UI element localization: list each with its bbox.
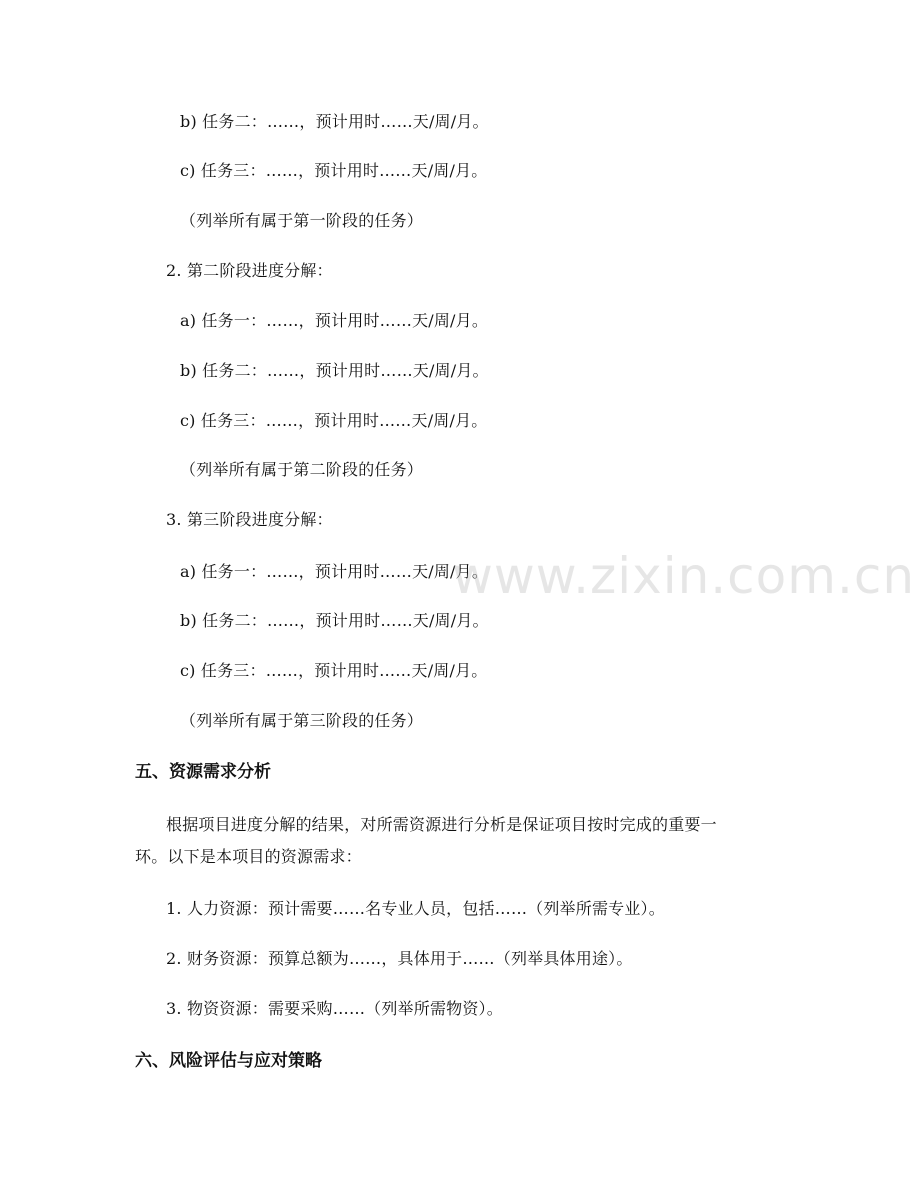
- phase2-title: 2. 第二阶段进度分解：: [166, 261, 333, 280]
- phase3-task1: a) 任务一：……，预计用时……天/周/月。: [180, 562, 489, 581]
- phase1-task3: c) 任务三：……，预计用时……天/周/月。: [180, 161, 488, 180]
- phase2-task1: a) 任务一：……，预计用时……天/周/月。: [180, 311, 489, 330]
- phase1-note: （列举所有属于第一阶段的任务）: [180, 211, 424, 230]
- section5-heading: 五、资源需求分析: [135, 762, 271, 782]
- watermark: www.zixin.com.cn: [452, 547, 916, 605]
- phase1-task2: b) 任务二：……，预计用时……天/周/月。: [180, 112, 489, 131]
- section5-intro-line1: 根据项目进度分解的结果，对所需资源进行分析是保证项目按时完成的重要一: [166, 815, 717, 834]
- section5-intro-line2: 环。以下是本项目的资源需求：: [135, 847, 362, 866]
- resource-item-human: 1. 人力资源：预计需要……名专业人员，包括……（列举所需专业）。: [166, 899, 665, 918]
- phase2-task3: c) 任务三：……，预计用时……天/周/月。: [180, 411, 488, 430]
- phase2-note: （列举所有属于第二阶段的任务）: [180, 460, 424, 479]
- phase2-task2: b) 任务二：……，预计用时……天/周/月。: [180, 361, 489, 380]
- phase3-title: 3. 第三阶段进度分解：: [166, 510, 333, 529]
- resource-item-materials: 3. 物资资源：需要采购……（列举所需物资）。: [166, 999, 503, 1018]
- phase3-task3: c) 任务三：……，预计用时……天/周/月。: [180, 661, 488, 680]
- phase3-task2: b) 任务二：……，预计用时……天/周/月。: [180, 611, 489, 630]
- section6-heading: 六、风险评估与应对策略: [135, 1051, 322, 1071]
- phase3-note: （列举所有属于第三阶段的任务）: [180, 711, 424, 730]
- resource-item-finance: 2. 财务资源：预算总额为……，具体用于……（列举具体用途）。: [166, 949, 633, 968]
